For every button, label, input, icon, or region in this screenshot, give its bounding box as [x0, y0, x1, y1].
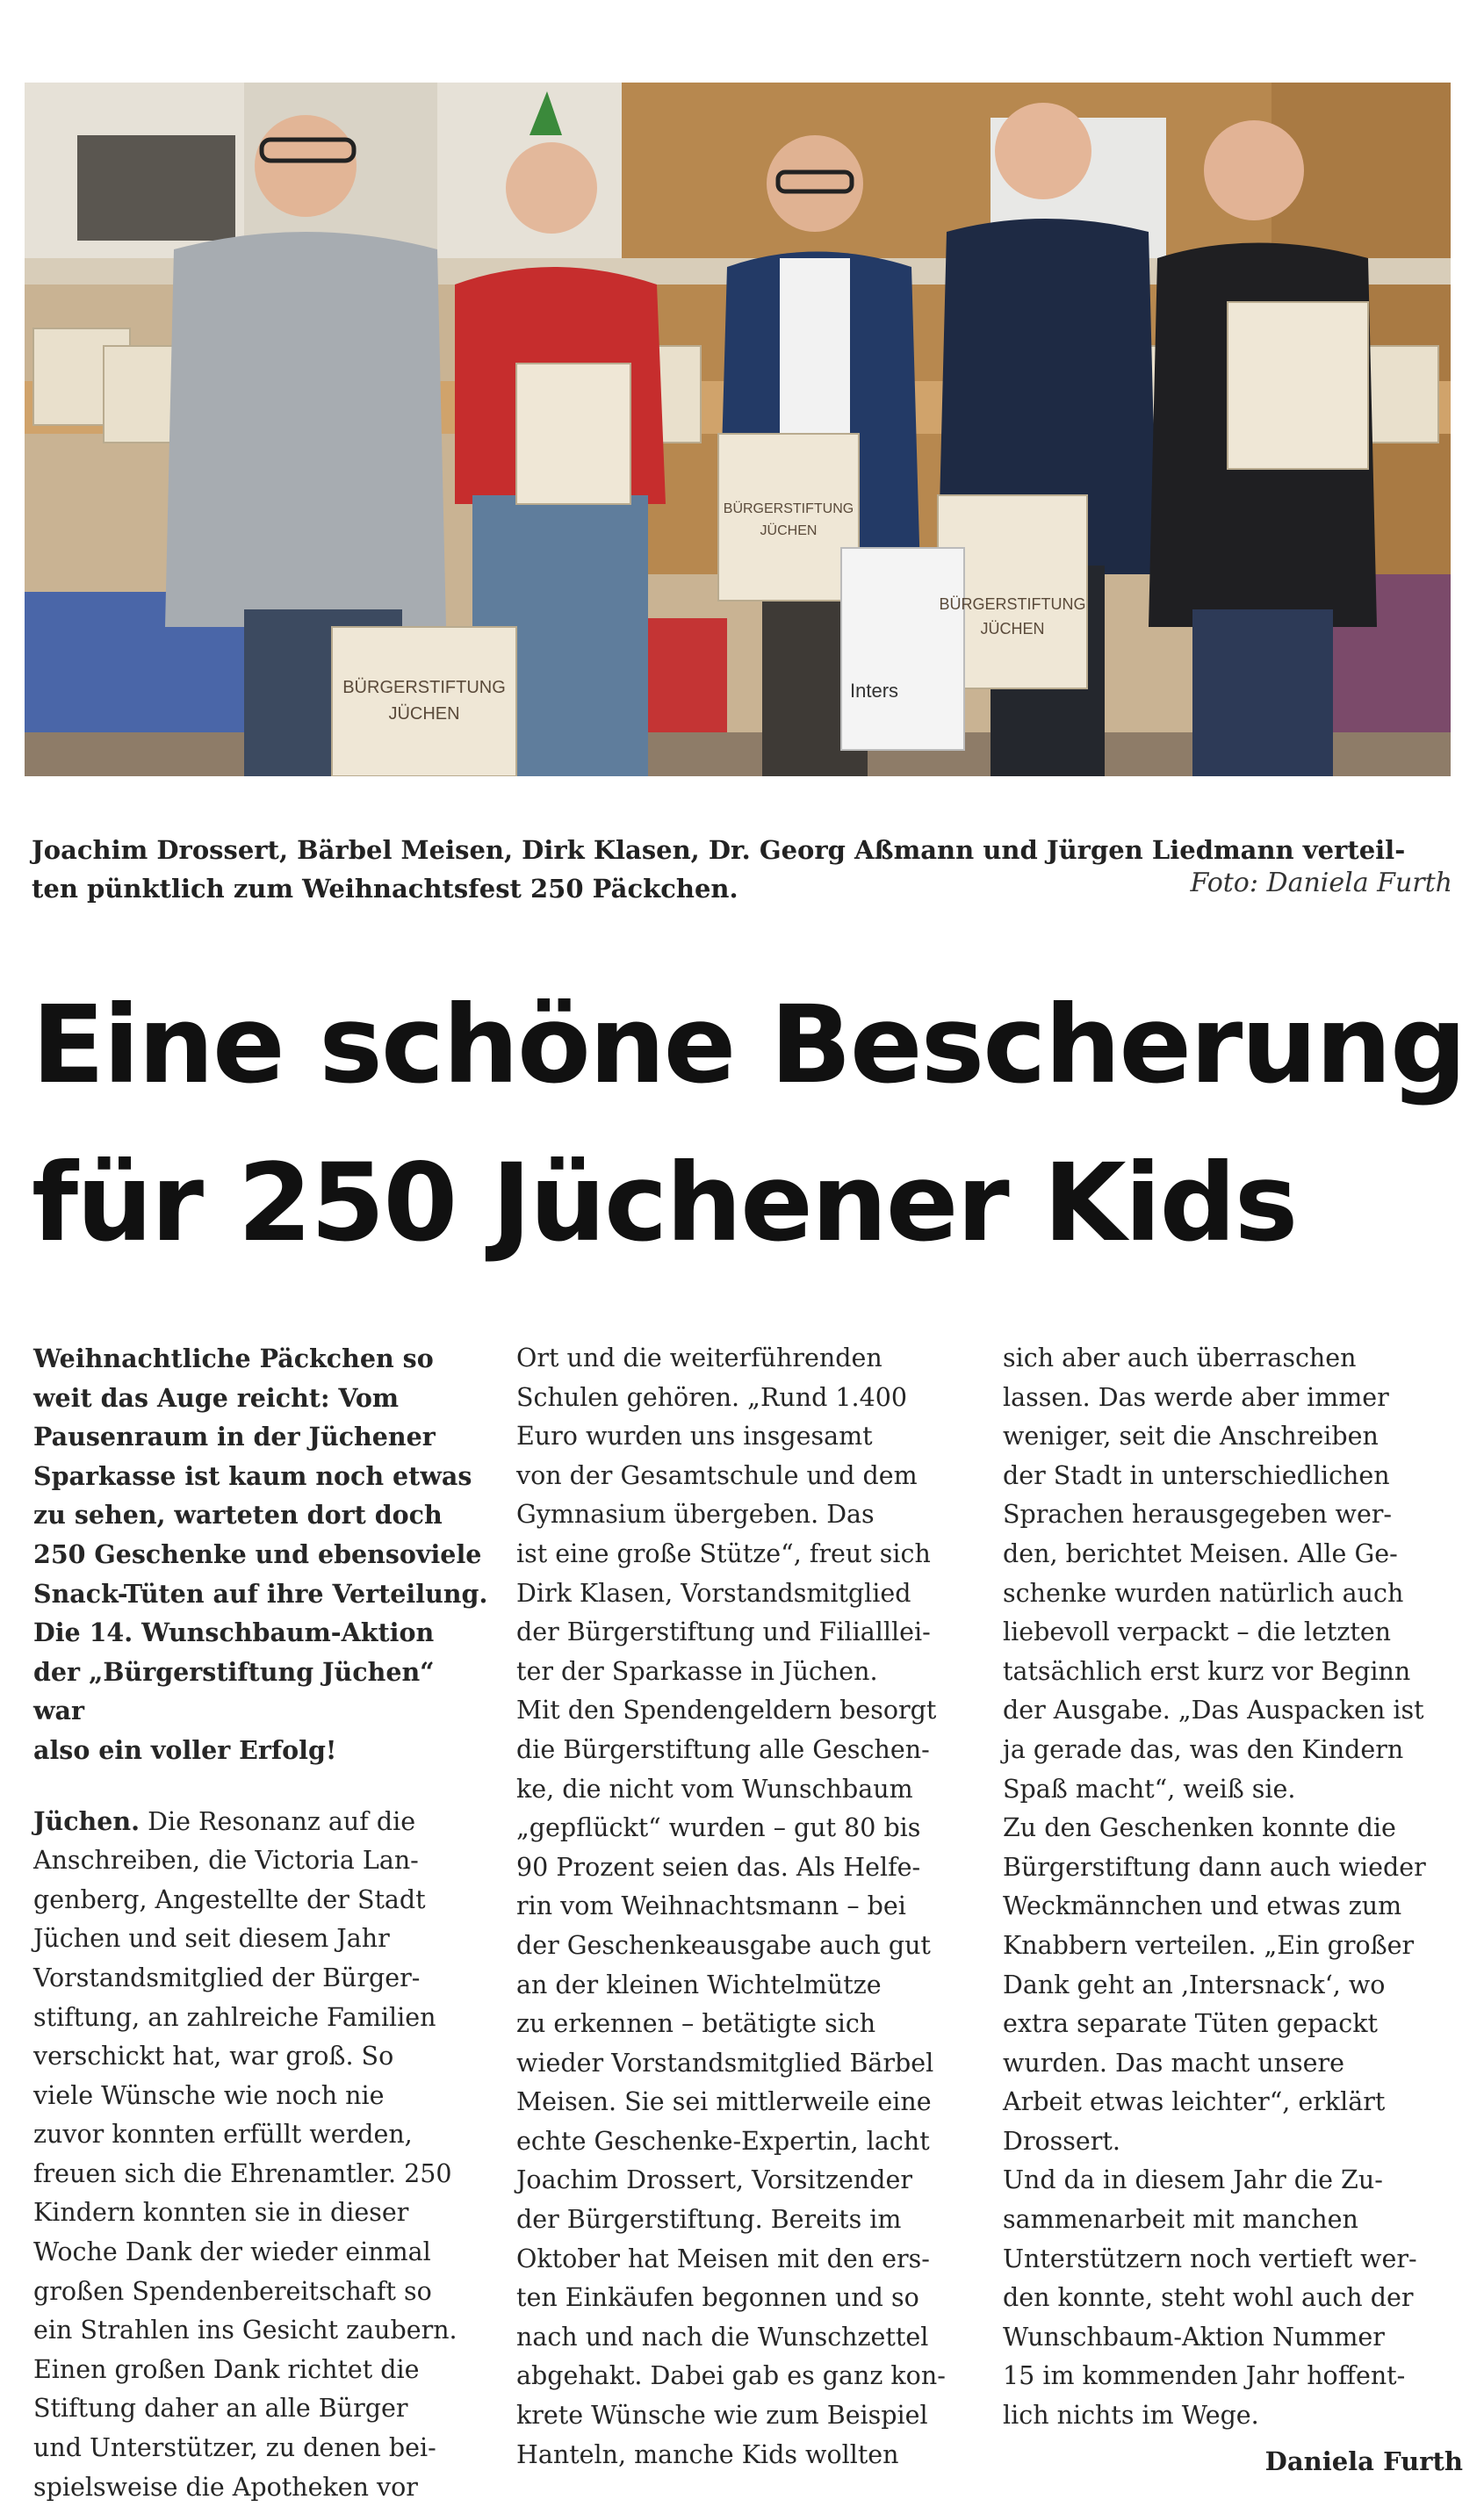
- text-line: 90 Prozent seien das. Als Helfe-: [516, 1852, 921, 1882]
- text-line: ein Strahlen ins Gesicht zaubern.: [33, 2316, 457, 2345]
- first-line-text: Die Resonanz auf die: [140, 1806, 416, 1836]
- bag-label-line2: JÜCHEN: [980, 620, 1045, 638]
- place-name: Jüchen.: [33, 1805, 140, 1836]
- text-line: Wunschbaum-Aktion Nummer: [1003, 2322, 1385, 2352]
- text-line: Bürgerstiftung dann auch wieder: [1003, 1852, 1426, 1882]
- text-line: echte Geschenke-Expertin, lacht: [516, 2126, 930, 2156]
- text-line: Einen großen Dank richtet die: [33, 2354, 420, 2384]
- text-line: Joachim Drossert, Vorsitzender: [516, 2165, 912, 2195]
- text-line: Hanteln, manche Kids wollten: [516, 2439, 899, 2469]
- text-line: Zu den Geschenken konnte die: [1003, 1813, 1396, 1843]
- text-line: „gepflückt“ wurden – gut 80 bis: [516, 1813, 921, 1843]
- text-line: weit das Auge reicht: Vom: [33, 1382, 400, 1413]
- text-line: zu sehen, warteten dort doch: [33, 1500, 443, 1531]
- text-line: ist eine große Stütze“, freut sich: [516, 1538, 931, 1568]
- text-line: stiftung, an zahlreiche Familien: [33, 2002, 436, 2032]
- text-line: ke, die nicht vom Wunschbaum: [516, 1774, 913, 1804]
- text-line: der Geschenkeausgabe auch gut: [516, 1930, 931, 1960]
- text-line: Sparkasse ist kaum noch etwas: [33, 1460, 472, 1491]
- text-line: ter der Sparkasse in Jüchen.: [516, 1656, 878, 1686]
- text-line: Schulen gehören. „Rund 1.400: [516, 1382, 908, 1412]
- text-column-1: [33, 1339, 490, 2507]
- text-line: Dank geht an ‚Intersnack‘, wo: [1003, 1970, 1386, 1999]
- text-line: Spaß macht“, weiß sie.: [1003, 1774, 1296, 1804]
- caption-line: Joachim Drossert, Bärbel Meisen, Dirk Klasen, Dr. Georg Aßmann und Jürgen Liedmann verteil-: [32, 835, 1406, 865]
- text-line: Arbeit etwas leichter“, erklärt: [1003, 2087, 1386, 2117]
- bag-label-line1: BÜRGERSTIFTUNG: [939, 595, 1086, 613]
- text-line: weniger, seit die Anschreiben: [1003, 1422, 1379, 1452]
- bag-label-line2: JÜCHEN: [388, 704, 460, 724]
- photo-illustration: [25, 83, 1451, 776]
- text-line: der Stadt in unterschiedlichen: [1003, 1460, 1390, 1490]
- text-line: der Bürgerstiftung. Bereits im: [516, 2205, 902, 2235]
- text-line: spielsweise die Apotheken vor: [33, 2472, 418, 2502]
- text-line: Sprachen herausgegeben wer-: [1003, 1500, 1393, 1530]
- text-line: extra separate Tüten gepackt: [1003, 2009, 1378, 2039]
- bag-label-line1: BÜRGERSTIFTUNG: [723, 501, 854, 516]
- text-line: Woche Dank der wieder einmal: [33, 2237, 431, 2267]
- text-line: nach und nach die Wunschzettel: [516, 2322, 929, 2352]
- text-line: abgehakt. Dabei gab es ganz kon-: [516, 2361, 946, 2391]
- headline-line: für 250 Jüchener Kids: [32, 1141, 1297, 1265]
- text-line: Meisen. Sie sei mittlerweile eine: [516, 2087, 932, 2117]
- text-line: Pausenraum in der Jüchener: [33, 1422, 436, 1452]
- text-line: Weihnachtliche Päckchen so: [33, 1344, 434, 1373]
- text-line: Vorstandsmitglied der Bürger-: [33, 1963, 421, 1992]
- text-line: tatsächlich erst kurz vor Beginn: [1003, 1656, 1411, 1686]
- text-line: der „Bürgerstiftung Jüchen“ war: [33, 1656, 435, 1726]
- text-line: sich aber auch überraschen: [1003, 1344, 1357, 1372]
- headline-line: Eine schöne Bescherung: [32, 983, 1466, 1107]
- text-line: genberg, Angestellte der Stadt: [33, 1884, 426, 1914]
- shop-bag-text: Inters: [850, 680, 899, 702]
- text-line: wurden. Das macht unsere: [1003, 2048, 1345, 2078]
- text-line: 250 Geschenke und ebensoviele: [33, 1538, 482, 1569]
- text-line: Dirk Klasen, Vorstandsmitglied: [516, 1578, 911, 1608]
- text-line: und Unterstützer, zu denen bei-: [33, 2433, 436, 2463]
- article-photo: [25, 83, 1451, 776]
- text-column-3: [1003, 1339, 1459, 2436]
- text-line: rin vom Weihnachtsmann – bei: [516, 1891, 906, 1921]
- text-line: Gymnasium übergeben. Das: [516, 1500, 875, 1530]
- text-line: schenke wurden natürlich auch: [1003, 1578, 1404, 1608]
- text-line: Weckmännchen und etwas zum: [1003, 1891, 1402, 1921]
- text-line: ten Einkäufen begonnen und so: [516, 2283, 919, 2313]
- text-line: krete Wünsche wie zum Beispiel: [516, 2401, 928, 2431]
- article-headline: [32, 966, 1466, 1282]
- text-line: Knabbern verteilen. „Ein großer: [1003, 1930, 1415, 1960]
- text-line: von der Gesamtschule und dem: [516, 1460, 918, 1490]
- caption-line: ten pünktlich zum Weihnachtsfest 250 Päckchen.: [32, 874, 738, 904]
- text-line: lassen. Das werde aber immer: [1003, 1382, 1389, 1412]
- photo-credit: Foto: Daniela Furth: [1190, 868, 1452, 898]
- text-line: großen Spendenbereitschaft so: [33, 2276, 432, 2306]
- text-line: die Bürgerstiftung alle Geschen-: [516, 1734, 930, 1764]
- text-line: Snack-Tüten auf ihre Verteilung.: [33, 1578, 488, 1609]
- text-line: Kindern konnten sie in dieser: [33, 2198, 409, 2228]
- bag-label-line1: BÜRGERSTIFTUNG: [342, 678, 506, 697]
- text-column-2: [516, 1339, 973, 2475]
- text-line: den konnte, steht wohl auch der: [1003, 2283, 1414, 2313]
- text-line: freuen sich die Ehrenamtler. 250: [33, 2158, 452, 2188]
- text-line: wieder Vorstandsmitglied Bärbel: [516, 2048, 934, 2078]
- text-line: sammenarbeit mit manchen: [1003, 2205, 1358, 2235]
- text-line: lich nichts im Wege.: [1003, 2401, 1259, 2431]
- text-line: zuvor konnten erfüllt werden,: [33, 2120, 413, 2150]
- text-line: den, berichtet Meisen. Alle Ge-: [1003, 1538, 1398, 1568]
- text-line: der Bürgerstiftung und Filialllei-: [516, 1617, 931, 1647]
- text-line: Jüchen und seit diesem Jahr: [33, 1924, 390, 1954]
- text-line: an der kleinen Wichtelmütze: [516, 1970, 882, 1999]
- text-line: Drossert.: [1003, 2126, 1120, 2156]
- text-line: ja gerade das, was den Kindern: [1003, 1734, 1404, 1764]
- text-line: viele Wünsche wie noch nie: [33, 2080, 385, 2110]
- text-line: Ort und die weiterführenden: [516, 1344, 882, 1372]
- body-paragraph: [33, 1802, 490, 2507]
- text-line: Oktober hat Meisen mit den ers-: [516, 2244, 930, 2273]
- text-line: der Ausgabe. „Das Auspacken ist: [1003, 1696, 1424, 1725]
- text-line: liebevoll verpackt – die letzten: [1003, 1617, 1392, 1647]
- text-line: 15 im kommenden Jahr hoffent-: [1003, 2361, 1406, 2391]
- text-line: Mit den Spendengeldern besorgt: [516, 1696, 937, 1725]
- bag-label-line2: JÜCHEN: [760, 523, 818, 538]
- lead-paragraph: [33, 1339, 490, 1770]
- text-line: Stiftung daher an alle Bürger: [33, 2394, 408, 2424]
- article-author: Daniela Furth: [1264, 2446, 1463, 2476]
- text-line: Euro wurden uns insgesamt: [516, 1422, 873, 1452]
- text-line: zu erkennen – betätigte sich: [516, 2009, 876, 2039]
- text-line: verschickt hat, war groß. So: [33, 2042, 394, 2071]
- text-line: Unterstützern noch vertieft wer-: [1003, 2244, 1417, 2273]
- text-line: also ein voller Erfolg!: [33, 1734, 337, 1765]
- text-line: Und da in diesem Jahr die Zu-: [1003, 2165, 1383, 2195]
- text-line: Anschreiben, die Victoria Lan-: [33, 1846, 419, 1876]
- text-line: Die 14. Wunschbaum-Aktion: [33, 1617, 435, 1648]
